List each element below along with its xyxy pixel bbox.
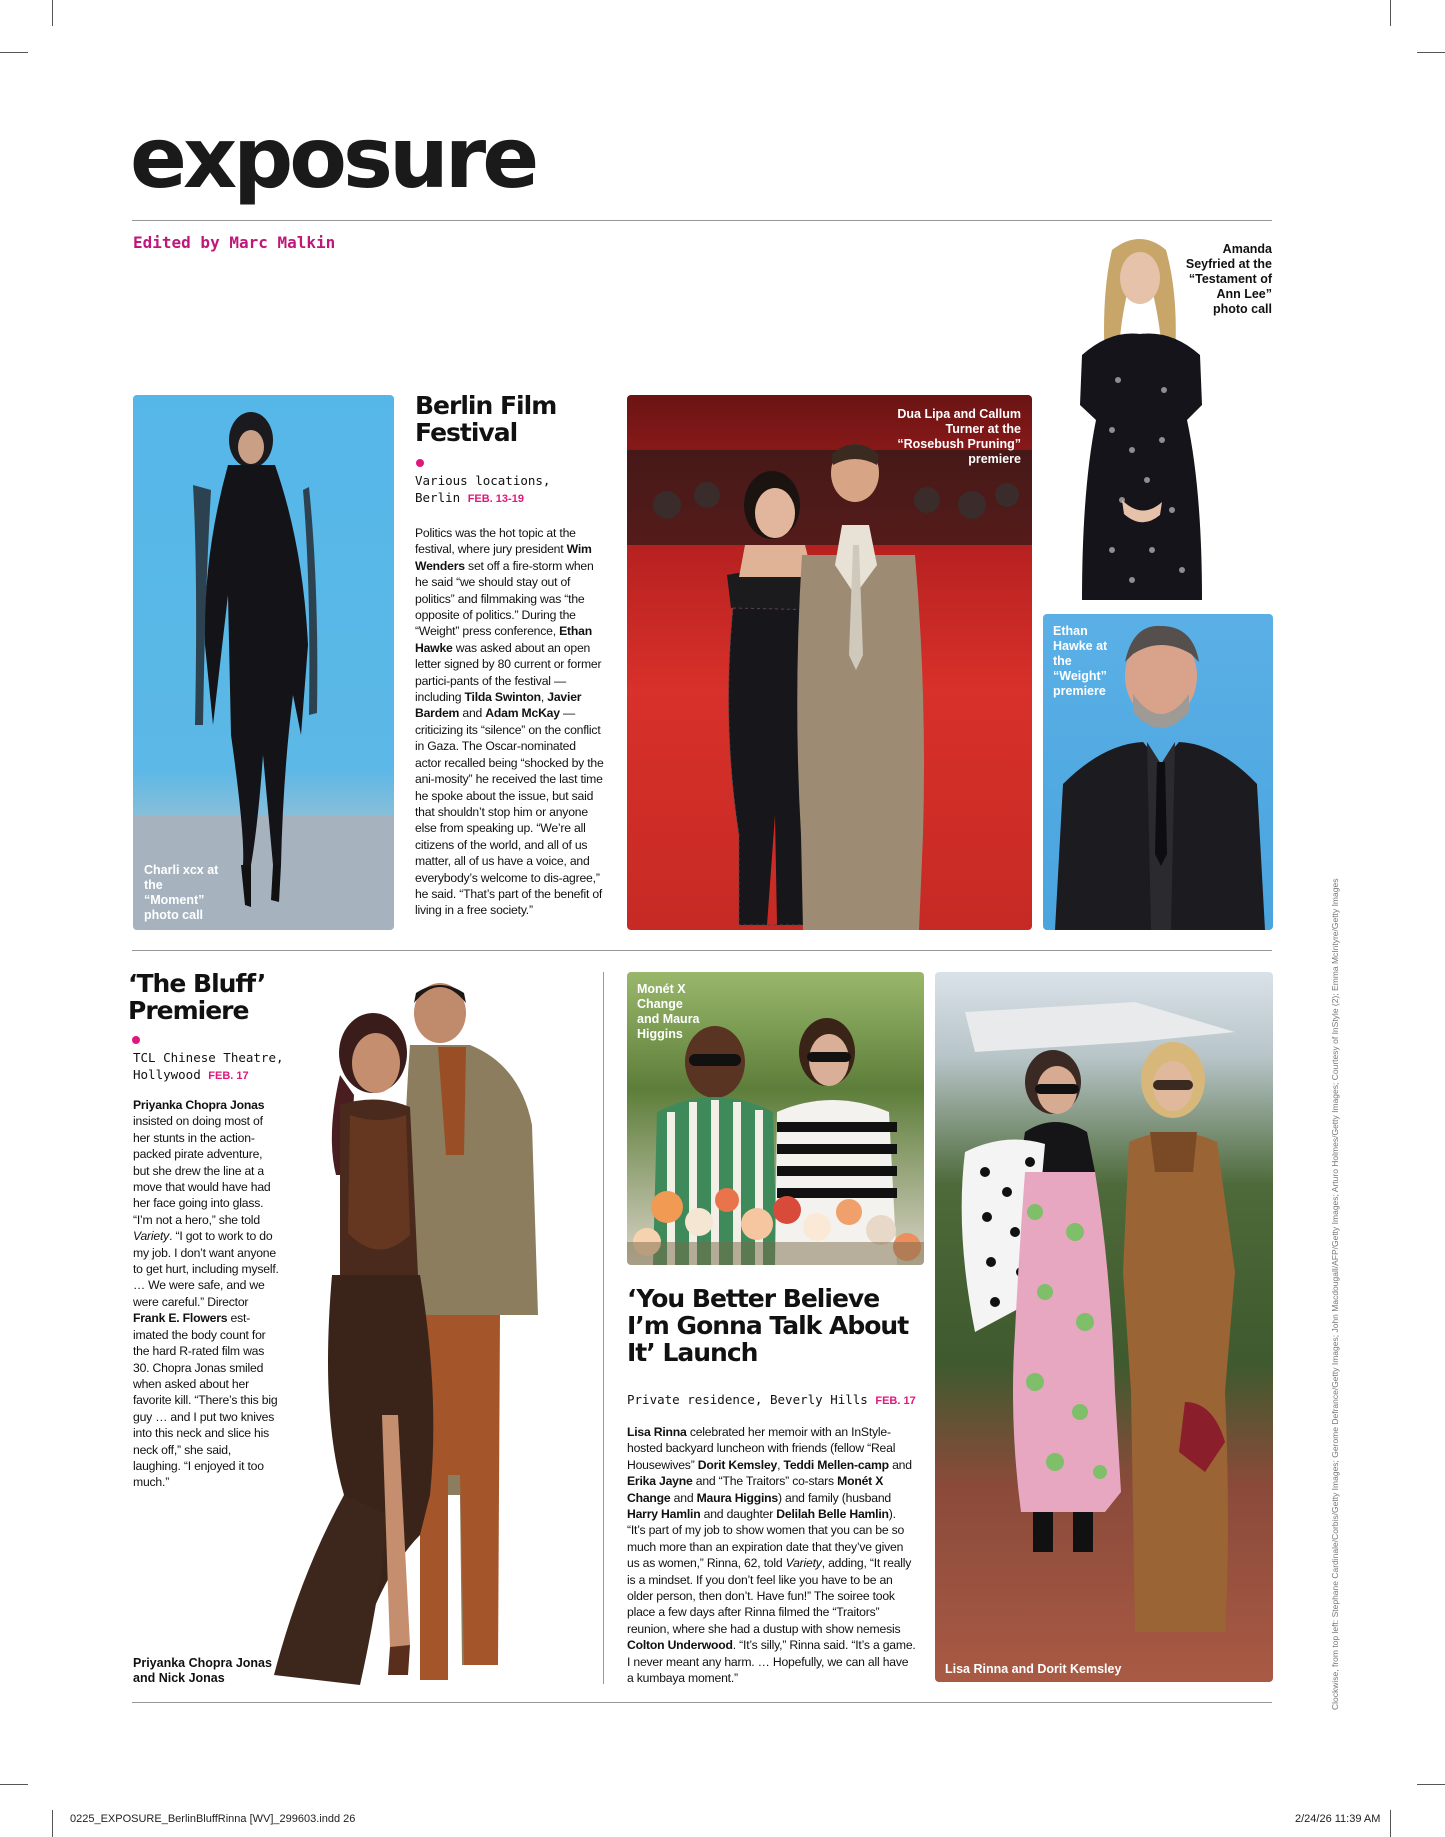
body-run: ) and family (husband <box>777 1490 891 1505</box>
caption-charli: Charli xcx at the “Moment” photo call <box>144 863 219 922</box>
body-run: . “It’s silly,” Rinna said. “It’s a game. I never meant any harm. … Hopefully, we can all have a kumbaya moment.” <box>627 1638 916 1686</box>
body-run: and daughter <box>700 1507 777 1522</box>
body-run: Javier Bardem <box>415 690 582 721</box>
body-run: Politics was the hot topic at the festival, where jury president <box>415 526 576 557</box>
body-run: Priyanka Chopra Jonas <box>133 1098 265 1112</box>
location-berlin: Various locations, Berlin FEB. 13-19 <box>415 473 551 505</box>
body-run: Erika Jayne <box>627 1474 693 1489</box>
crop-mark <box>52 0 53 26</box>
body-run: celebrated her memoir with an InStyle-hosted backyard luncheon with friends (fellow “Real Housewives” <box>627 1425 896 1472</box>
body-run: . “I got to work to do my job. I don’t want anyone to get hurt, including myself. … We were safe, and we were careful.” Director <box>133 1229 279 1309</box>
body-run: — criticizing its “silence” on the conflict in Gaza. The Oscar-nominated actor recalled being “shocked by the ani-mosity” he received the last time he spoke about the issue, but said that shouldn’t stop him or anyone else from speaking up. “We’re all citizens of the world, and all of us matter, all of us have a voice, and everybody’s welcome to dis-agree,” he said. “That’s part of the benefit of living in a free society.” <box>415 706 604 918</box>
body-run: and “The Traitors” co-stars <box>692 1474 838 1489</box>
slug-left: 0225_EXPOSURE_BerlinBluffRinna [WV]_299603.indd 26 <box>70 1813 356 1825</box>
caption-amanda: Amanda Seyfried at the “Testament of Ann Lee” photo call <box>1185 242 1272 316</box>
body-run: Tilda Swinton <box>464 690 541 705</box>
caption-priyanka: Priyanka Chopra Jonas and Nick Jonas <box>133 1656 272 1685</box>
body-run: Dorit Kemsley <box>697 1457 778 1472</box>
body-run: Ethan Hawke <box>415 624 592 655</box>
crop-mark <box>1417 1784 1445 1785</box>
photo-ethan <box>1043 614 1273 930</box>
body-run: Monét X Change <box>627 1474 884 1505</box>
header-rule <box>132 220 1272 221</box>
section-dot <box>416 459 424 467</box>
body-run: Frank E. Flowers <box>133 1311 228 1326</box>
body-run: set off a fire-storm when he said “we should stay out of politics” and filmmaking was “the opposite of politics.” During the “Weight” press conference, <box>415 558 594 639</box>
section-rule <box>132 950 1272 951</box>
crop-mark <box>1390 1810 1391 1837</box>
crop-mark <box>0 1784 28 1785</box>
footer-rule <box>132 1702 1272 1703</box>
body-run: Wim Wenders <box>415 542 592 573</box>
body-run: Delilah Belle Hamlin <box>776 1507 889 1522</box>
body-run: Harry Hamlin <box>627 1507 701 1522</box>
photo-dua-callum <box>627 395 1032 930</box>
body-run: Colton Underwood <box>627 1638 733 1653</box>
body-run: , <box>777 1457 784 1472</box>
body-run: insisted on doing most of her stunts in the action-packed pirate adventure, but she drew the line at a move that would have had her face going into glass. “I’m not a hero,” she told <box>133 1114 271 1227</box>
slug-right: 2/24/26 11:39 AM <box>1295 1813 1381 1825</box>
photo-amanda <box>1052 230 1292 600</box>
dua-callum-figures <box>627 395 1032 930</box>
editor-credit: Edited by Marc Malkin <box>133 233 336 252</box>
caption-lisa: Lisa Rinna and Dorit Kemsley <box>945 1662 1122 1676</box>
body-berlin <box>415 525 605 919</box>
priyanka-nick-figures <box>270 975 600 1700</box>
headline-rinna: ‘You Better Believe I’m Gonna Talk About It’ Launch <box>627 1284 909 1367</box>
body-run: and <box>670 1490 697 1505</box>
crop-mark <box>1390 0 1391 26</box>
photo-credit: Clockwise, from top left: Stephane Cardinale/Corbis/Getty Images; Gerome Defrance/Getty Images; John Macdougall/AFP/Getty Images; Arturo Holmes/Getty Images; Courtesy of InStyle (2); Emma McIntyre/Getty Images <box>1330 878 1340 1710</box>
body-run: Variety <box>133 1229 170 1244</box>
body-run: Variety <box>785 1556 822 1571</box>
body-run: and <box>888 1457 912 1472</box>
headline-berlin: Berlin Film Festival <box>415 391 557 447</box>
body-run: and <box>459 706 486 721</box>
section-dot <box>132 1036 140 1044</box>
body-run: Maura Higgins <box>696 1490 778 1505</box>
body-bluff <box>133 1097 281 1491</box>
crop-mark <box>52 1810 53 1837</box>
caption-ethan: Ethan Hawke at the “Weight” premiere <box>1053 624 1108 698</box>
photo-priyanka-nick <box>270 975 600 1700</box>
body-run: est-imated the body count for the hard R-rated film was 30. Chopra Jonas smiled when asked about her favorite kill. “There’s this big guy … and I put two knives into this neck and slice his neck off,” she said, laughing. “I enjoyed it too much.” <box>133 1311 278 1490</box>
body-run: , adding, “It really is a mindset. If you don’t feel like you have to be an older person, then don’t. Have fun!” The soiree took place a few days after Rinna filmed the “Traitors” reunion, where she had a dustup with show nemesis <box>627 1556 912 1636</box>
body-run: , <box>540 690 548 705</box>
body-run: ). “It’s part of my job to show women that you can be so much more than an expiration date that they’ve given us as women,” Rinna, 62, told <box>627 1507 905 1571</box>
body-run: Adam McKay <box>485 706 560 721</box>
photo-lisa-dorit <box>935 972 1273 1682</box>
location-rinna: Private residence, Beverly Hills FEB. 17 <box>627 1392 916 1407</box>
body-run: was asked about an open letter signed by 80 current or former partici-pants of the festival — including <box>415 640 602 705</box>
charli-figure <box>133 395 394 930</box>
body-run: Teddi Mellen-camp <box>783 1457 889 1472</box>
body-rinna <box>627 1424 917 1687</box>
crop-mark <box>0 52 28 53</box>
caption-monet: Monét X Change and Maura Higgins <box>637 982 700 1041</box>
masthead: exposure <box>130 109 536 207</box>
lisa-dorit-figures <box>935 972 1273 1682</box>
photo-charli <box>133 395 394 930</box>
headline-bluff: ‘The Bluff’ Premiere <box>128 969 266 1025</box>
crop-mark <box>1417 52 1445 53</box>
column-divider <box>603 972 604 1684</box>
photo-monet-maura <box>627 972 924 1265</box>
caption-dua: Dua Lipa and Callum Turner at the “Rosebush Pruning” premiere <box>897 407 1021 466</box>
location-bluff: TCL Chinese Theatre, Hollywood FEB. 17 <box>133 1050 284 1082</box>
body-run: Lisa Rinna <box>627 1425 687 1439</box>
